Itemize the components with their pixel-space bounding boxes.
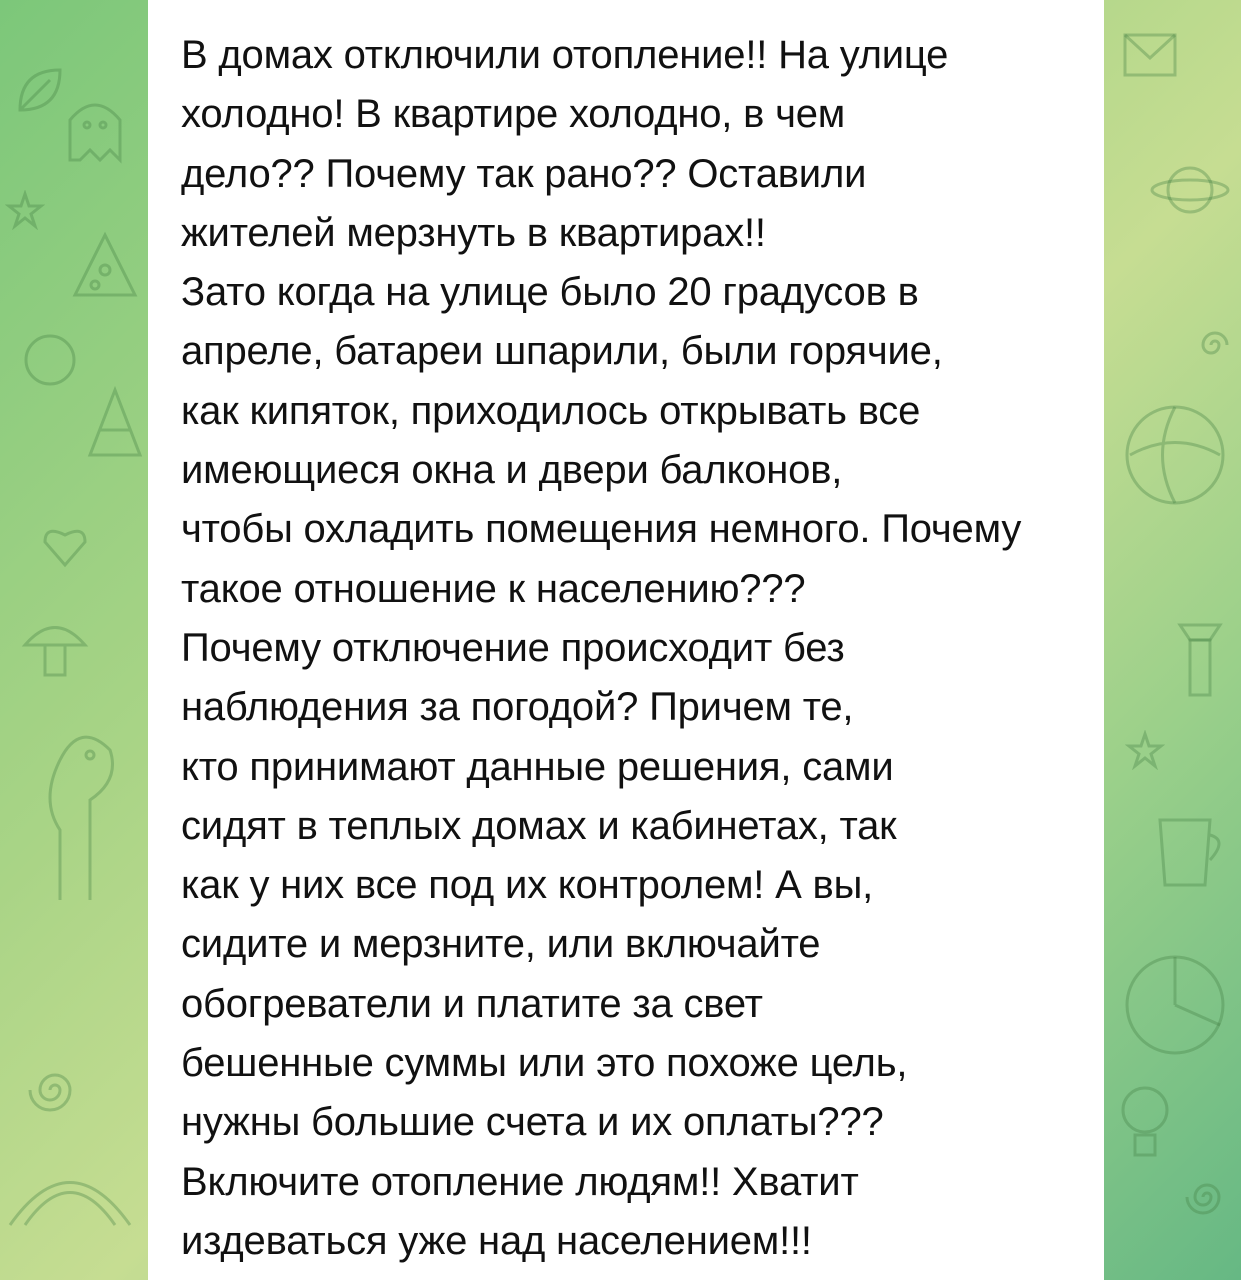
message-line: холодно! В квартире холодно, в чем bbox=[181, 92, 846, 137]
message-line: как у них все под их контролем! А вы, bbox=[181, 863, 874, 908]
doodle-pizza-icon bbox=[1120, 950, 1230, 1060]
message-line: обогреватели и платите за свет bbox=[181, 981, 763, 1026]
doodle-heart-icon bbox=[40, 520, 90, 570]
doodle-swirl-icon bbox=[1180, 1170, 1235, 1225]
doodle-pizza-icon bbox=[70, 230, 140, 300]
doodle-bulb-icon bbox=[1115, 1080, 1175, 1170]
doodle-ghost-icon bbox=[60, 90, 130, 170]
doodle-swirl-icon bbox=[25, 1060, 85, 1120]
message-line: такое отношение к населению??? bbox=[181, 566, 806, 611]
message-line: издеваться уже над населением!!! bbox=[181, 1218, 812, 1263]
message-line: как кипяток, приходилось открывать все bbox=[181, 388, 921, 433]
message-text bbox=[181, 26, 1080, 1271]
message-line: сидят в теплых домах и кабинетах, так bbox=[181, 803, 897, 848]
message-bubble[interactable] bbox=[148, 0, 1104, 1280]
doodle-ball-icon bbox=[1120, 400, 1230, 510]
message-line: Почему отключение происходит без bbox=[181, 625, 845, 670]
doodle-star-icon bbox=[1125, 730, 1165, 770]
doodle-mushroom-icon bbox=[20, 610, 90, 680]
message-line: наблюдения за погодой? Причем те, bbox=[181, 685, 854, 730]
doodle-planet-icon bbox=[1150, 150, 1230, 230]
message-line: апреле, батареи шпарили, были горячие, bbox=[181, 329, 943, 374]
message-line: сидите и мерзните, или включайте bbox=[181, 922, 821, 967]
message-line: дело?? Почему так рано?? Оставили bbox=[181, 151, 867, 196]
message-line: Зато когда на улице было 20 градусов в bbox=[181, 270, 919, 315]
message-line: Включите отопление людям!! Хватит bbox=[181, 1159, 859, 1204]
doodle-envelope-icon bbox=[1120, 30, 1180, 80]
message-line: кто принимают данные решения, сами bbox=[181, 744, 894, 789]
message-line: чтобы охладить помещения немного. Почему bbox=[181, 507, 1022, 552]
message-line: нужны большие счета и их оплаты??? bbox=[181, 1100, 884, 1145]
doodle-cake-icon bbox=[85, 380, 145, 460]
doodle-dino-icon bbox=[20, 710, 130, 910]
doodle-star-icon bbox=[5, 190, 45, 230]
doodle-cup-icon bbox=[1150, 800, 1230, 890]
message-line: имеющиеся окна и двери балконов, bbox=[181, 448, 843, 493]
doodle-swirl-icon bbox=[1190, 320, 1240, 370]
message-line: В домах отключили отопление!! На улице bbox=[181, 33, 949, 77]
message-line: жителей мерзнуть в квартирах!! bbox=[181, 210, 766, 255]
doodle-flashlight-icon bbox=[1170, 620, 1230, 700]
message-line: бешенные суммы или это похоже цель, bbox=[181, 1041, 908, 1086]
doodle-rainbow-icon bbox=[0, 1150, 140, 1230]
doodle-circle-icon bbox=[20, 330, 80, 390]
